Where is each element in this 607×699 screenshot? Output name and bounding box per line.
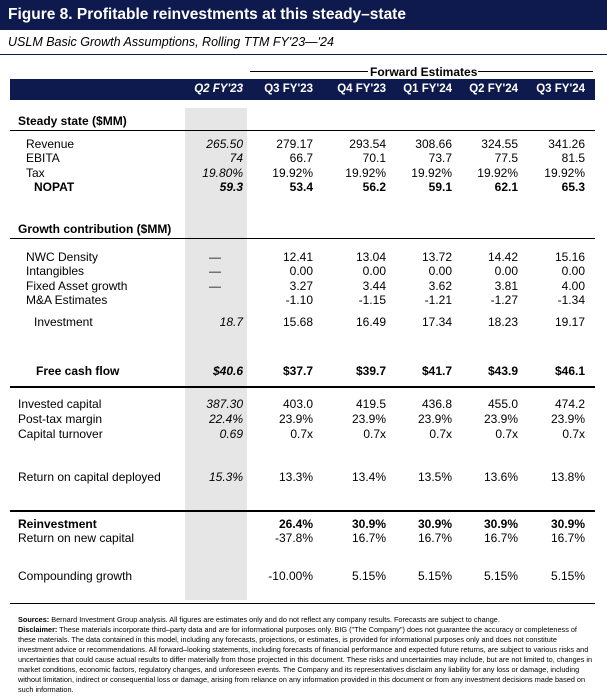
sources-text: Bernard Investment Group analysis. All figures are estimates only and do not reflect any company results. Forecasts are subject to change. [49,615,500,624]
row-label: Revenue [26,137,75,151]
cell-c2: 19.92% [345,166,386,180]
col-header-q4fy23: Q4 FY'23 [337,83,386,95]
row-label: Invested capital [18,397,102,411]
cell-c3: 59.1 [428,180,452,194]
cell-c2: 293.54 [349,137,386,151]
cell-c1: 0.00 [289,264,313,278]
cell-c4: 23.9% [483,412,518,426]
page-subtitle: USLM Basic Growth Assumptions, Rolling TTM FY'23—'24 [8,35,334,49]
cell-c1: 23.9% [278,412,313,426]
cell-c1: 15.68 [282,315,313,329]
cell-c1: 12.41 [282,250,313,264]
cell-c1: $37.7 [282,364,313,378]
cell-c2: 23.9% [351,412,386,426]
cell-c5: 15.16 [554,250,585,264]
cell-c4: 16.7% [483,531,518,545]
row-label: Capital turnover [18,427,103,441]
cell-c4: 0.7x [495,427,518,441]
cell-c3: 13.72 [421,250,452,264]
disclaimer-note [18,625,593,695]
rule-growth [10,238,595,239]
row-label: Intangibles [26,264,85,278]
cell-c5: -1.34 [557,293,585,307]
disclaimer-text: These materials incorporate third–party data and are for informational purposes only. BIG ("The Company") does not guarantee the accuracy or completeness of these materials. The data contained in this model, including any forecasts, projections, or estimates, is provided for informational purposes only and does not constitute investment advice or recommendations. All forward–looking statements, including forecasts of financial performance and expected future returns, are subject to various risks and uncertainties that could cause actual results to differ materially from those projected in this document. These risks and uncertainties may include, but are not limited to, changes in market conditions, economic factors, regulatory changes, and unforeseen events. The Company and its representatives disclaim any liability for any loss or damage, including without limitation, indirect or consequential loss or damage, arising from reliance on any information provided in this document or from any investment decisions made based on such information. [18,625,593,694]
cell-base: 59.3 [219,180,243,194]
disclaimer-label: Disclaimer: [18,625,58,634]
row-label: Reinvestment [18,517,97,531]
cell-c5: 65.3 [561,180,585,194]
cell-base: 22.4% [208,412,243,426]
footnote [18,615,593,695]
cell-c4: 18.23 [487,315,518,329]
cell-c3: 3.62 [428,279,452,293]
row-label: Free cash flow [36,364,120,378]
cell-c1: 53.4 [289,180,313,194]
cell-c1: 3.27 [289,279,313,293]
cell-c2: $39.7 [355,364,386,378]
col-header-q1fy24: Q1 FY'24 [403,83,452,95]
row-label: EBITA [26,151,60,165]
cell-base: 265.50 [206,137,243,151]
section-growth: Growth contribution ($MM) [18,222,172,236]
sources-label: Sources: [18,615,50,624]
row-label: Tax [26,166,45,180]
cell-c2: 16.7% [351,531,386,545]
section-steady-state: Steady state ($MM) [18,114,127,128]
cell-base: 18.7 [219,315,243,329]
cell-c3: 0.00 [428,264,452,278]
cell-c4: 30.9% [483,517,518,531]
cell-c1: 403.0 [282,397,313,411]
cell-c2: -1.15 [358,293,386,307]
cell-c5: 474.2 [554,397,585,411]
cell-c5: 19.17 [554,315,585,329]
cell-c4: 3.81 [494,279,518,293]
cell-c2: 70.1 [362,151,386,165]
cell-c2: 13.04 [355,250,386,264]
cell-c1: 13.3% [278,470,313,484]
cell-c3: 17.34 [421,315,452,329]
cell-c3: 308.66 [415,137,452,151]
subtitle-rule [0,54,607,55]
cell-c3: 5.15% [417,569,452,583]
cell-c2: 13.4% [351,470,386,484]
row-label: Post-tax margin [18,412,103,426]
cell-c5: 30.9% [550,517,585,531]
cell-c4: 77.5 [494,151,518,165]
cell-c3: 436.8 [421,397,452,411]
cell-c1: 0.7x [290,427,313,441]
rule-before-reinvestment [10,510,595,512]
cell-c5: 16.7% [550,531,585,545]
cell-c5: 4.00 [561,279,585,293]
cell-c4: 13.6% [483,470,518,484]
title-bar [0,0,607,30]
row-label: M&A Estimates [26,293,108,307]
cell-base: 19.80% [202,166,243,180]
cell-c5: 5.15% [550,569,585,583]
cell-c3: 19.92% [411,166,452,180]
row-label: NOPAT [34,180,75,194]
row-label: Investment [34,315,93,329]
row-label: Return on new capital [18,531,135,545]
row-label: NWC Density [26,250,99,264]
cell-c4: 0.00 [494,264,518,278]
col-header-q3fy24: Q3 FY'24 [536,83,585,95]
cell-c1: -37.8% [274,531,313,545]
cell-c3: $41.7 [421,364,452,378]
sources-note [18,615,593,625]
cell-c4: 5.15% [483,569,518,583]
cell-c2: 16.49 [355,315,386,329]
cell-c4: 19.92% [477,166,518,180]
cell-c1: -10.00% [268,569,313,583]
cell-base: $40.6 [212,364,243,378]
cell-c1: 66.7 [289,151,313,165]
cell-c3: 0.7x [429,427,452,441]
cell-c5: 341.26 [548,137,585,151]
cell-base: — [209,264,221,278]
cell-c4: 455.0 [487,397,518,411]
cell-c5: 0.00 [561,264,585,278]
cell-c4: 14.42 [487,250,518,264]
col-header-q2fy23: Q2 FY'23 [194,83,243,95]
cell-c1: 279.17 [276,137,313,151]
cell-c3: -1.21 [424,293,452,307]
cell-c3: 13.5% [417,470,452,484]
cell-c2: 0.00 [362,264,386,278]
rule-after-fcf [10,386,595,388]
cell-c4: 62.1 [494,180,518,194]
cell-base: 15.3% [208,470,243,484]
cell-c2: 419.5 [355,397,386,411]
forward-line-right [478,71,593,72]
cell-c1: 26.4% [278,517,313,531]
cell-c2: 0.7x [363,427,386,441]
cell-c5: 13.8% [550,470,585,484]
forward-estimates-label: Forward Estimates [370,65,478,79]
cell-c2: 56.2 [362,180,386,194]
col-header-q2fy24: Q2 FY'24 [469,83,518,95]
row-label: Return on capital deployed [18,470,161,484]
cell-c5: 19.92% [544,166,585,180]
cell-c3: 16.7% [417,531,452,545]
cell-c5: $46.1 [554,364,585,378]
cell-c5: 81.5 [561,151,585,165]
cell-c5: 23.9% [550,412,585,426]
cell-c2: 5.15% [351,569,386,583]
cell-c2: 3.44 [362,279,386,293]
cell-c3: 73.7 [428,151,452,165]
rule-steady-state [10,130,595,131]
cell-c4: -1.27 [490,293,518,307]
cell-c3: 23.9% [417,412,452,426]
cell-c4: $43.9 [487,364,518,378]
cell-c5: 0.7x [562,427,585,441]
cell-c1: -1.10 [285,293,313,307]
rule-before-footnote [10,603,595,604]
cell-base: 387.30 [206,397,243,411]
row-label: Fixed Asset growth [26,279,128,293]
cell-c3: 30.9% [417,517,452,531]
cell-base: 74 [229,151,243,165]
cell-c4: 324.55 [481,137,518,151]
cell-c1: 19.92% [272,166,313,180]
cell-c2: 30.9% [351,517,386,531]
page-title: Figure 8. Profitable reinvestments at this steady–state [8,6,406,23]
cell-base: 0.69 [219,427,243,441]
col-header-q3fy23: Q3 FY'23 [264,83,313,95]
row-label: Compounding growth [18,569,133,583]
cell-base: — [209,250,221,264]
cell-base: — [209,279,221,293]
forward-line-left [250,71,368,72]
